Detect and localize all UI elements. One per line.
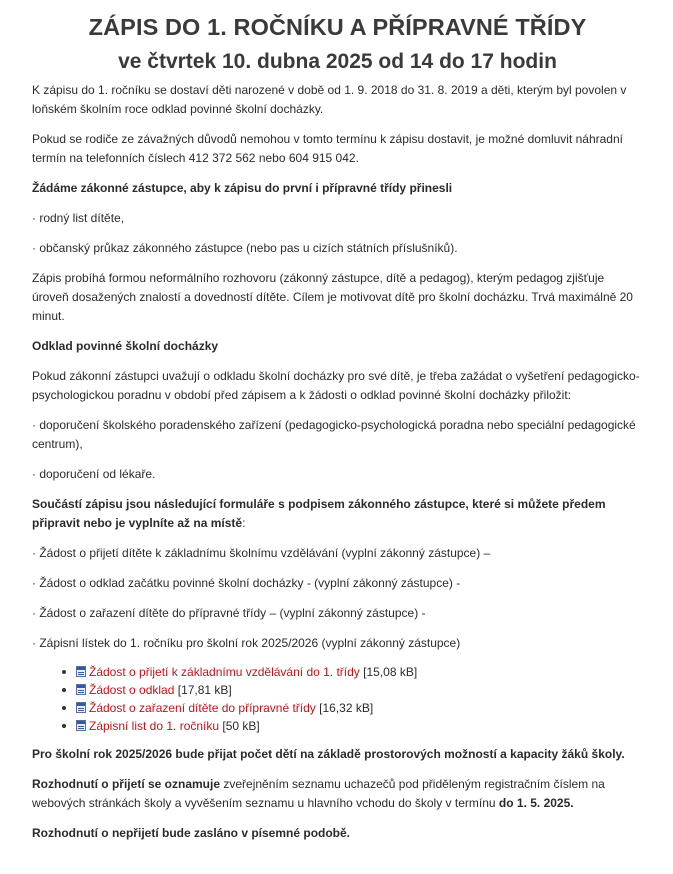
file-item-admission xyxy=(76,663,643,681)
forms-item-enrollment-slip: · Zápisní lístek do 1. ročníku pro školní rok 2025/2026 (vyplní zákonný zástupce) xyxy=(32,636,461,650)
intro-paragraph-2: Pokud se rodiče ze závažných důvodů nemohou v tomto termínu k zápisu dostavit, je možné domluvit náhradní termín na telefonních číslech 412 372 562 nebo 604 915 042. xyxy=(32,132,623,165)
word-document-icon[interactable] xyxy=(76,720,86,731)
word-document-icon[interactable] xyxy=(76,702,86,713)
capacity-paragraph: Pro školní rok 2025/2026 bude přijat počet dětí na základě prostorových možností a kapacity žáků školy. xyxy=(32,747,625,761)
forms-item-deferral: · Žádost o odklad začátku povinné školní docházky - (vyplní zákonný zástupce) - xyxy=(32,576,461,590)
rejection-paragraph: Rozhodnutí o nepřijetí bude zasláno v písemné podobě. xyxy=(32,826,351,840)
forms-item-preparatory: · Žádost o zařazení dítěte do přípravné třídy – (vyplní zákonný zástupce) - xyxy=(32,606,426,620)
file-size: [50 kB] xyxy=(222,719,260,733)
intro-paragraph-1: K zápisu do 1. ročníku se dostaví děti narozené v době od 1. 9. 2018 do 31. 8. 2019 a děti, kterým byl povolen v loňském školním roce odklad povinné školní docházky. xyxy=(32,83,627,116)
page-subtitle: ve čtvrtek 10. dubna 2025 od 14 do 17 hodin xyxy=(118,50,557,73)
file-link-enrollment[interactable]: Zápisní list do 1. ročníku xyxy=(89,719,220,733)
file-list xyxy=(32,663,643,735)
file-link-preparatory[interactable]: Žádost o zařazení dítěte do přípravné třídy xyxy=(89,701,316,715)
forms-heading: Součástí zápisu jsou následující formuláře s podpisem zákonného zástupce, které si můžete předem připravit nebo je vyplníte až na místě: xyxy=(32,497,606,530)
forms-item-admission: · Žádost o přijetí dítěte k základnímu školnímu vzdělávání (vyplní zákonný zástupce) – xyxy=(32,546,491,560)
word-document-icon[interactable] xyxy=(76,666,86,677)
deferral-paragraph: Pokud zákonní zástupci uvažují o odkladu školní docházky pro své dítě, je třeba zažádat o vyšetření pedagogicko-psychologickou poradnu v období před zápisem a k žádosti o odklad povinné školní docházky přiložit: xyxy=(32,369,640,402)
process-paragraph: Zápis probíhá formou neformálního rozhovoru (zákonný zástupce, dítě a pedagog), kterým pedagog zjišťuje úroveň dosažených znalostí a dovedností dítěte. Cílem je motivovat dítě pro školní docházku. Trvá maximálně 20 minut. xyxy=(32,271,633,323)
file-item-deferral xyxy=(76,681,643,699)
request-heading: Žádáme zákonné zástupce, aby k zápisu do první i přípravné třídy přinesli xyxy=(32,181,453,195)
deferral-item-counseling: · doporučení školského poradenského zařízení (pedagogicko-psychologická poradna nebo speciální pedagogické centrum), xyxy=(32,418,636,451)
file-size: [16,32 kB] xyxy=(319,701,374,715)
word-document-icon[interactable] xyxy=(76,684,86,695)
deferral-heading: Odklad povinné školní docházky xyxy=(32,339,219,353)
file-size: [15,08 kB] xyxy=(363,665,418,679)
request-item-id-card: · občanský průkaz zákonného zástupce (nebo pas u cizích státních příslušníků). xyxy=(32,241,458,255)
file-item-preparatory xyxy=(76,699,643,717)
file-link-admission[interactable]: Žádost o přijetí k základnímu vzdělávání do 1. třídy xyxy=(89,665,360,679)
file-item-enrollment xyxy=(76,717,643,735)
file-link-deferral[interactable]: Žádost o odklad xyxy=(89,683,175,697)
decision-paragraph: Rozhodnutí o přijetí se oznamuje zveřejněním seznamu uchazečů pod přiděleným registračním číslem na webových stránkách školy a vyvěšením seznamu u hlavního vchodu do školy v termínu do 1. 5. 2025. xyxy=(32,777,605,810)
request-item-birth-certificate: · rodný list dítěte, xyxy=(32,211,125,225)
file-size: [17,81 kB] xyxy=(177,683,232,697)
deferral-item-doctor: · doporučení od lékaře. xyxy=(32,467,156,481)
page xyxy=(0,14,673,843)
page-title: ZÁPIS DO 1. ROČNÍKU A PŘÍPRAVNÉ TŘÍDY xyxy=(88,14,587,40)
